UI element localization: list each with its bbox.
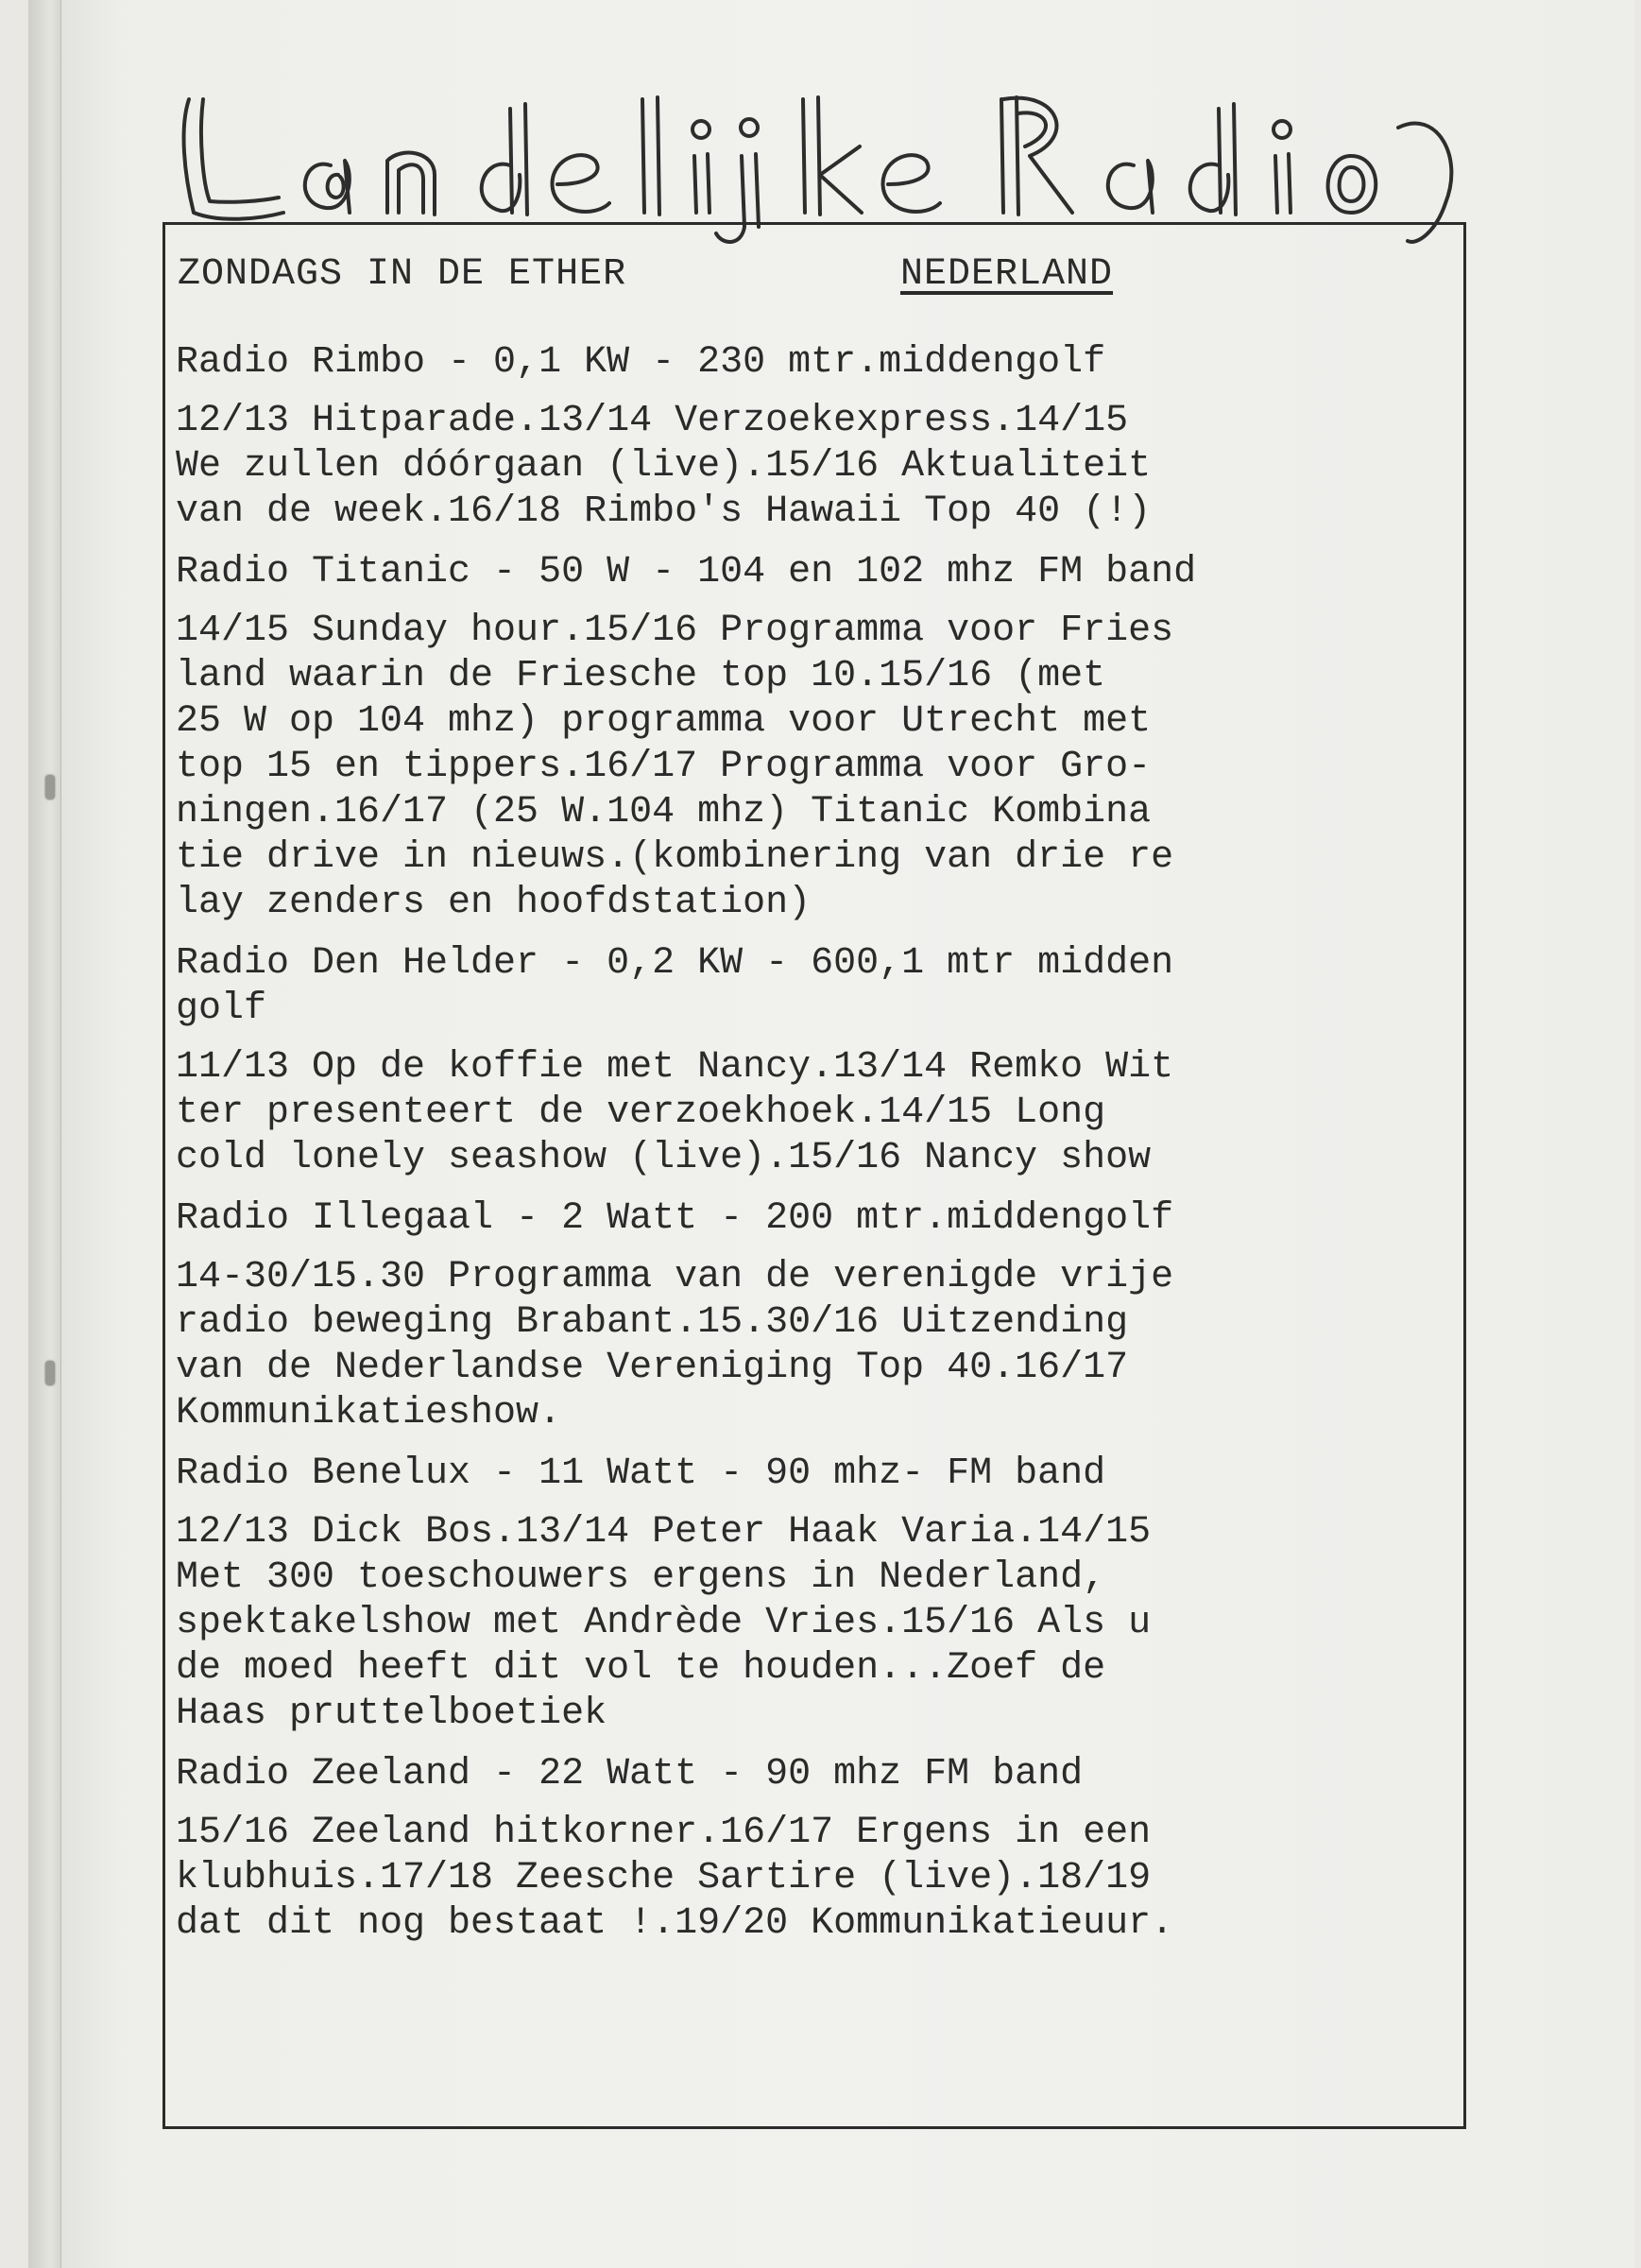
station-entry [176,340,1446,535]
binding-spine [28,0,61,2268]
section-title: ZONDAGS IN DE ETHER [178,253,627,296]
program-list: 15/16 Zeeland hitkorner.16/17 Ergens in een klubhuis.17/18 Zeesche Sartire (live).18/19 dat dit nog bestaat !.19/20 Kommunikatieuur. [176,1812,1174,1945]
station-entry [176,1452,1446,1737]
country-title: NEDERLAND [900,253,1114,296]
station-heading: Radio Zeeland - 22 Watt - 90 mhz FM band [176,1753,1084,1796]
station-heading: Radio Illegaal - 2 Watt - 200 mtr.middengolf [176,1197,1174,1240]
program-list: 14/15 Sunday hour.15/16 Programma voor Fries land waarin de Friesche top 10.15/16 (met 25 W op 104 mhz) programma voor Utrecht met top 15 en tippers.16/17 Programma voor Gro- ningen.16/17 (25 W.104 mhz) Titanic Kombina tie drive in nieuws.(kombinering van drie re lay zenders en hoofdstation) [176,610,1174,924]
program-list: 14-30/15.30 Programma van de verenigde vrije radio beweging Brabant.15.30/16 Uitzending van de Nederlandse Vereniging Top 40.16/17 Kommunikatieshow. [176,1256,1174,1435]
program-list: 11/13 Op de koffie met Nancy.13/14 Remko Wit ter presenteert de verzoekhoek.14/15 Long cold lonely seashow (live).15/16 Nancy show [176,1046,1174,1179]
station-entry [176,1752,1446,1947]
station-entry [176,550,1446,926]
staple-icon [45,775,55,799]
station-heading: Radio Benelux - 11 Watt - 90 mhz- FM band [176,1452,1106,1495]
page-header [178,253,1425,306]
station-heading: Radio Rimbo - 0,1 KW - 230 mtr.middengolf [176,341,1106,384]
station-entry [176,941,1446,1181]
broadcast-schedule [176,340,1446,1962]
program-list: 12/13 Hitparade.13/14 Verzoekexpress.14/15 We zullen dóórgaan (live).15/16 Aktualiteit van de week.16/18 Rimbo's Hawaii Top 40 (!) [176,400,1152,533]
program-list: 12/13 Dick Bos.13/14 Peter Haak Varia.14/15 Met 300 toeschouwers ergens in Nederland, spektakelshow met Andrède Vries.15/16 Als u de moed heeft dit vol te houden...Zoef de Haas pruttelboetiek [176,1511,1152,1735]
station-entry [176,1196,1446,1436]
staple-icon [45,1361,55,1385]
station-heading: Radio Den Helder - 0,2 KW - 600,1 mtr midden golf [176,942,1174,1030]
station-heading: Radio Titanic - 50 W - 104 en 102 mhz FM band [176,551,1197,593]
